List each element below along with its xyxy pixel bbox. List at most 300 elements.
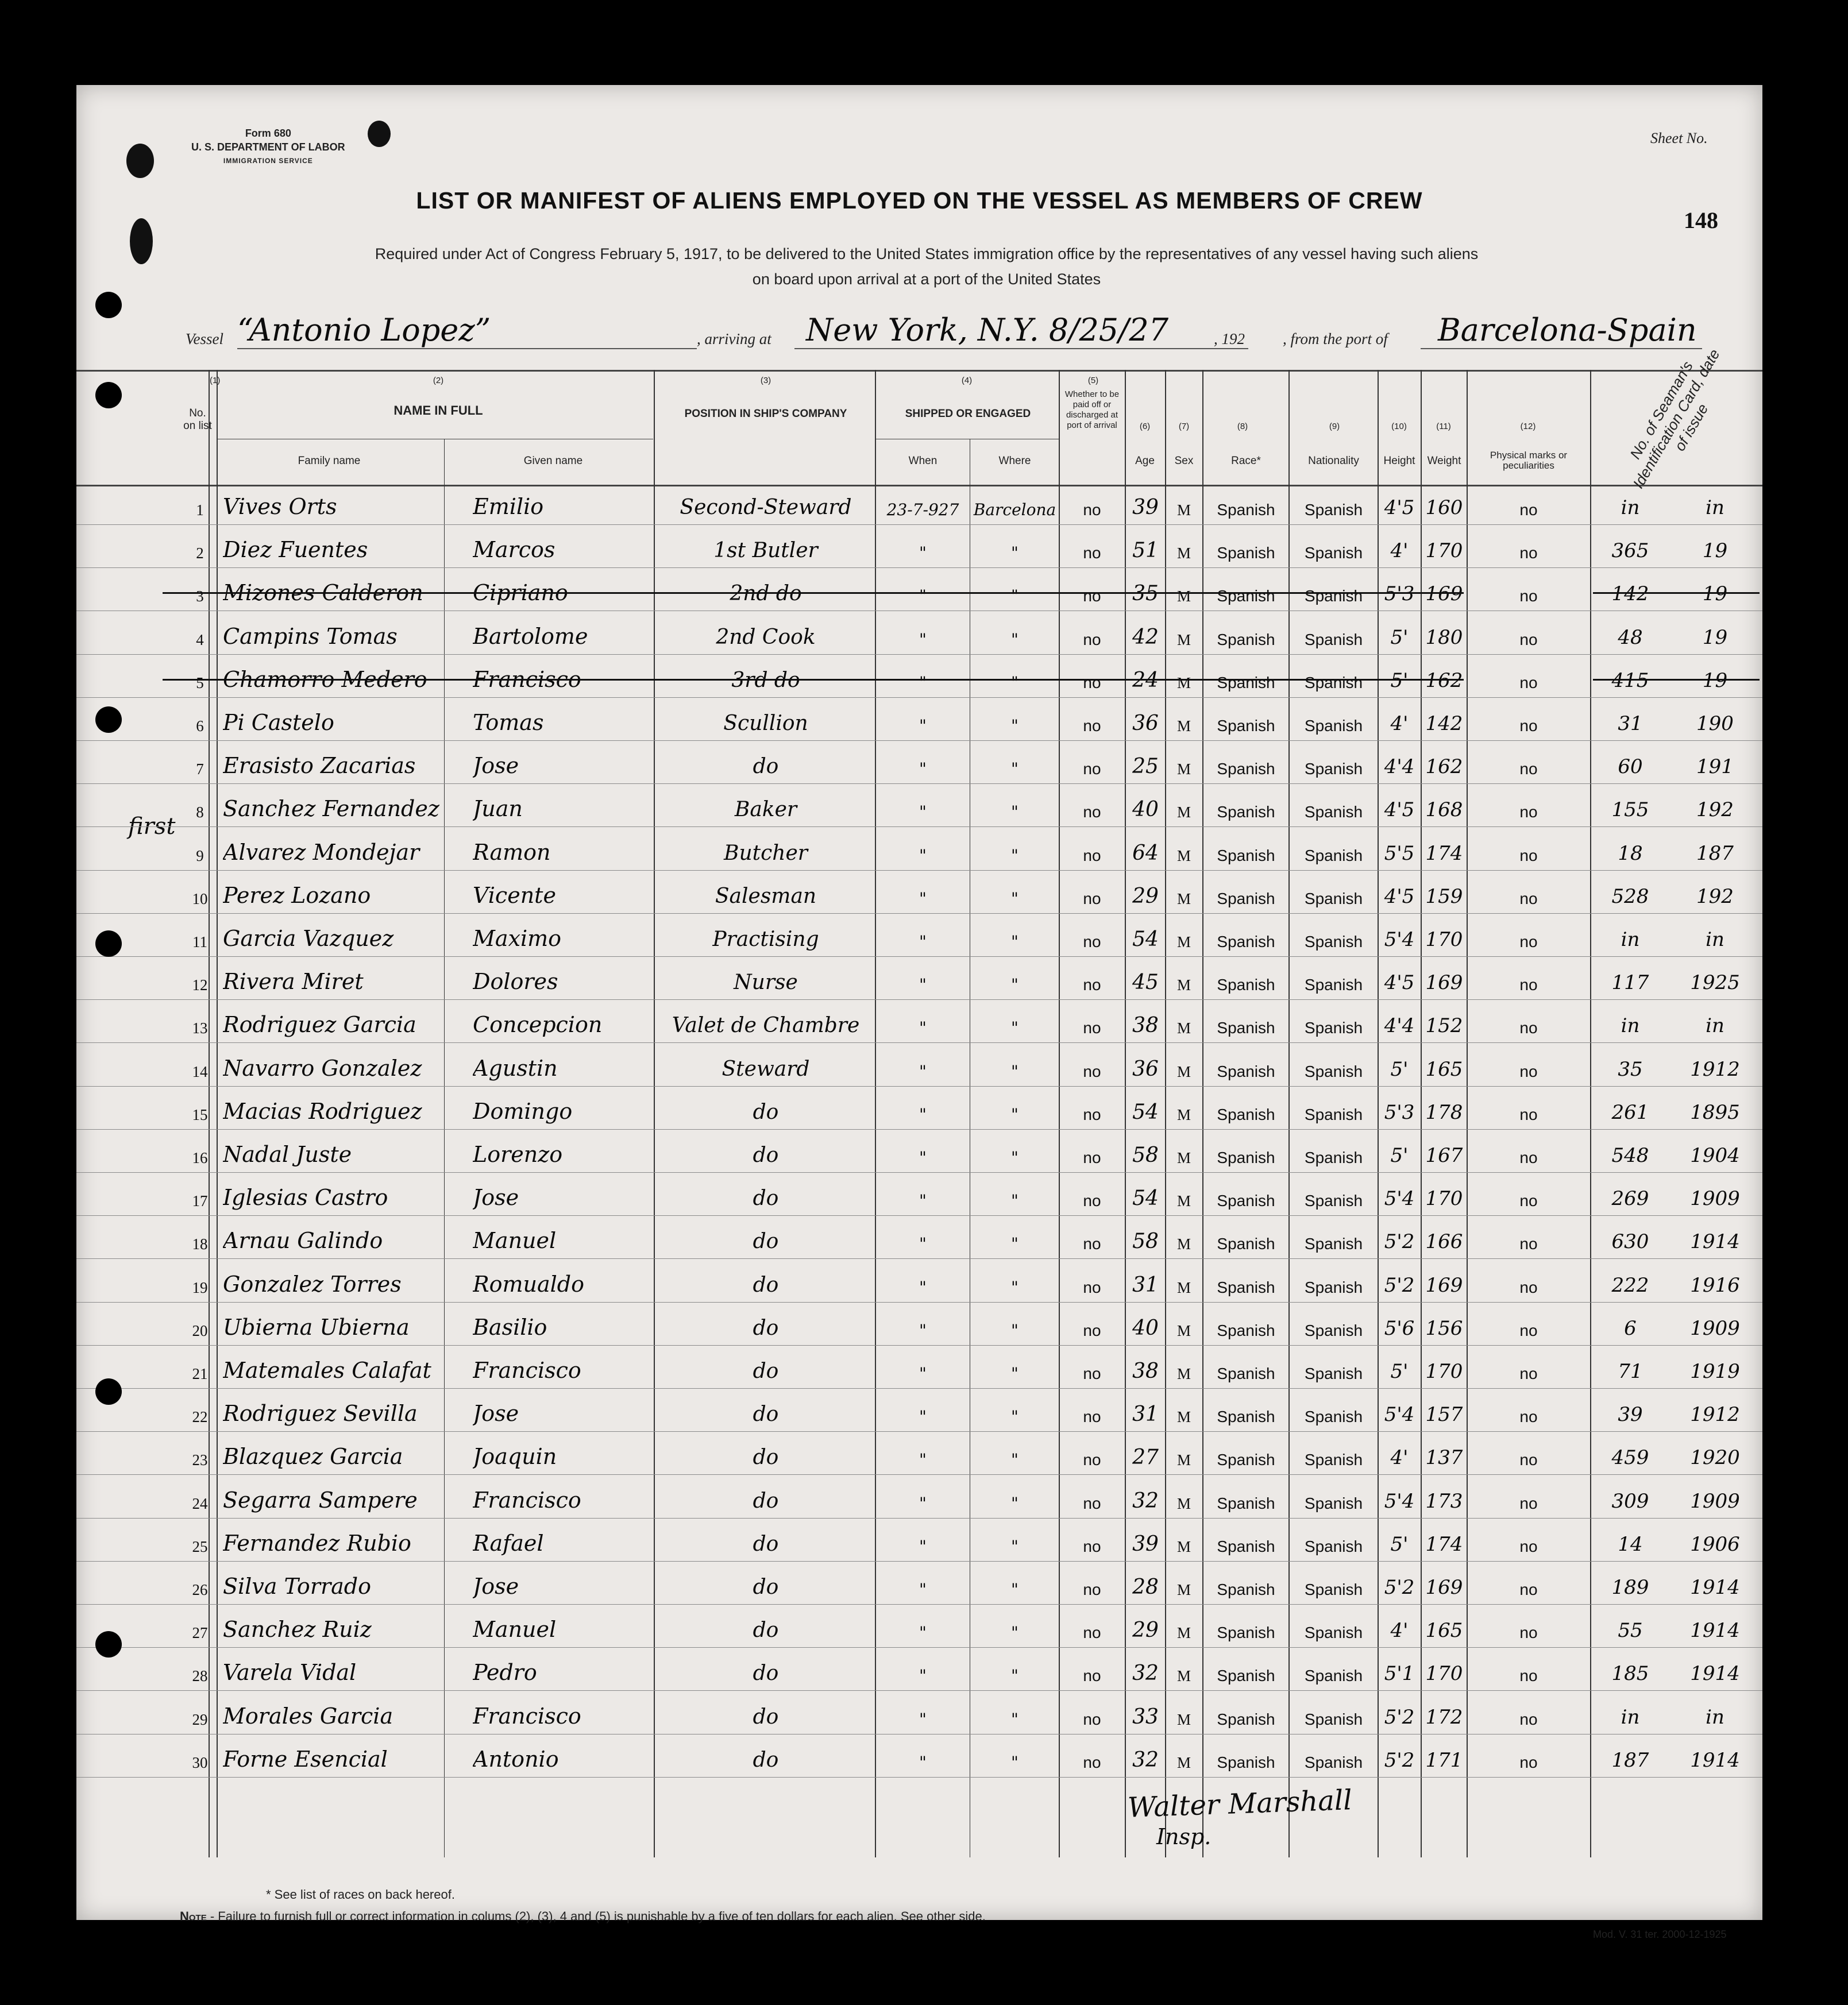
cell-race: Spanish <box>1217 976 1275 994</box>
cell-height: 4'5 <box>1384 971 1415 995</box>
cell-height: 4' <box>1390 539 1409 563</box>
cell-height: 5'2 <box>1384 1576 1415 1599</box>
cell-weight: 169 <box>1425 971 1463 995</box>
cell-where: " <box>1011 1191 1018 1211</box>
cell-weight: 171 <box>1425 1748 1463 1772</box>
cell-no: 2 <box>196 544 204 562</box>
col4b-header: Where <box>998 455 1031 467</box>
strikethrough-line <box>1593 679 1760 681</box>
table-row <box>76 1475 1762 1519</box>
cell-age: 42 <box>1132 625 1159 649</box>
table-row <box>76 1734 1762 1778</box>
cell-when: " <box>919 1580 927 1599</box>
cell-given: Manuel <box>473 1228 557 1254</box>
cell-nationality: Spanish <box>1304 1192 1363 1210</box>
table-row <box>76 871 1762 914</box>
cell-where: " <box>1011 629 1018 649</box>
cell-age: 35 <box>1132 582 1159 606</box>
cell-position: Steward <box>722 1057 810 1081</box>
cell-paid: no <box>1083 1494 1101 1512</box>
cell-where: " <box>1011 932 1018 951</box>
cell-marks: no <box>1519 889 1538 907</box>
cell-nationality: Spanish <box>1304 760 1363 778</box>
cell-marks: no <box>1519 1235 1538 1253</box>
cell-marks: no <box>1519 1365 1538 1382</box>
cell-nationality: Spanish <box>1304 1235 1363 1253</box>
cell-when: " <box>919 845 927 865</box>
table-row <box>76 525 1762 568</box>
cell-no: 1 <box>196 501 204 519</box>
strikethrough-line <box>163 679 1133 681</box>
cell-height: 4' <box>1390 1446 1409 1470</box>
cell-paid: no <box>1083 1667 1101 1685</box>
col4-header: SHIPPED OR ENGAGED <box>905 408 1031 420</box>
cell-race: Spanish <box>1217 1321 1275 1339</box>
cell-age: 33 <box>1132 1705 1159 1729</box>
penalty-note <box>180 1909 986 1924</box>
cell-race: Spanish <box>1217 1667 1275 1685</box>
cell-when: " <box>919 1061 927 1081</box>
cell-nationality: Spanish <box>1304 1408 1363 1426</box>
table-row <box>76 1130 1762 1173</box>
cell-given: Cipriano <box>473 580 568 606</box>
cell-given: Jose <box>473 753 519 779</box>
cell-position: do <box>753 1100 779 1124</box>
cell-nationality: Spanish <box>1304 1667 1363 1685</box>
col10-header: Height <box>1383 455 1415 467</box>
cell-where: " <box>1011 888 1018 908</box>
cell-sex: M <box>1176 1494 1191 1512</box>
col11-number: (11) <box>1436 422 1451 431</box>
cell-nationality: Spanish <box>1304 1321 1363 1339</box>
col12-header: Physical marks or peculiarities <box>1490 450 1568 471</box>
strikethrough-line <box>1593 592 1760 594</box>
cell-height: 5'5 <box>1384 841 1415 865</box>
cell-family: Sanchez Ruiz <box>223 1617 372 1643</box>
punch-hole <box>95 382 122 408</box>
cell-weight: 170 <box>1425 1187 1463 1211</box>
col8-number: (8) <box>1237 422 1248 431</box>
cell-height: 4'4 <box>1384 1014 1415 1038</box>
cell-race: Spanish <box>1217 1581 1275 1598</box>
cell-where: " <box>1011 759 1018 779</box>
arriving-port: New York, N.Y. 8/25/27 <box>806 312 1169 348</box>
cell-year: 1914 <box>1690 1619 1740 1643</box>
cell-nationality: Spanish <box>1304 1624 1363 1642</box>
table-row <box>76 482 1762 525</box>
cell-sex: M <box>1176 631 1191 648</box>
cell-position: do <box>753 1230 779 1254</box>
table-row <box>76 1389 1762 1432</box>
cell-nationality: Spanish <box>1304 976 1363 994</box>
cell-sex: M <box>1176 1322 1191 1339</box>
cell-no: 3 <box>196 588 204 605</box>
col13-header: No. of Seaman's Identification Card, date of issue <box>1626 346 1723 492</box>
cell-when: " <box>919 1709 927 1729</box>
cell-age: 58 <box>1132 1143 1159 1167</box>
cell-sex: M <box>1176 847 1191 864</box>
cell-age: 45 <box>1132 971 1159 995</box>
cell-marks: no <box>1519 1019 1538 1037</box>
cell-no: 18 <box>192 1235 208 1253</box>
cell-when: " <box>919 1277 927 1297</box>
cell-given: Joaquin <box>473 1444 557 1470</box>
cell-race: Spanish <box>1217 803 1275 821</box>
cell-sex: M <box>1176 674 1191 691</box>
cell-given: Francisco <box>473 1358 581 1383</box>
cell-paid: no <box>1083 1062 1101 1080</box>
cell-paid: no <box>1083 976 1101 994</box>
cell-position: Second-Steward <box>680 496 852 519</box>
cell-given: Maximo <box>473 926 562 951</box>
cell-weight: 174 <box>1425 841 1463 865</box>
cell-weight: 162 <box>1425 669 1463 692</box>
cell-weight: 137 <box>1425 1446 1463 1470</box>
cell-height: 5' <box>1390 1144 1409 1167</box>
cell-position: do <box>753 1359 779 1383</box>
col9-header: Nationality <box>1308 455 1359 467</box>
cell-age: 27 <box>1132 1446 1159 1470</box>
cell-family: Alvarez Mondejar <box>223 839 420 865</box>
cell-year: 1912 <box>1690 1057 1740 1081</box>
cell-position: do <box>753 1489 779 1513</box>
cell-height: 5'4 <box>1384 1403 1415 1427</box>
cell-year: in <box>1706 1014 1724 1038</box>
cell-family: Morales Garcia <box>223 1703 393 1729</box>
cell-paid: no <box>1083 889 1101 907</box>
cell-year: in <box>1706 928 1724 951</box>
cell-nationality: Spanish <box>1304 544 1363 562</box>
cell-no: 4 <box>196 631 204 648</box>
cell-age: 51 <box>1132 539 1159 563</box>
cell-given: Vicente <box>473 882 556 908</box>
cell-given: Jose <box>473 1401 519 1427</box>
cell-card: 14 <box>1618 1532 1643 1556</box>
cell-race: Spanish <box>1217 1710 1275 1728</box>
cell-family: Segarra Sampere <box>223 1487 418 1513</box>
cell-card: 55 <box>1618 1619 1643 1643</box>
cell-paid: no <box>1083 717 1101 735</box>
cell-marks: no <box>1519 1667 1538 1685</box>
cell-paid: no <box>1083 1235 1101 1253</box>
cell-race: Spanish <box>1217 501 1275 519</box>
cell-family: Macias Rodriguez <box>223 1098 422 1124</box>
cell-marks: no <box>1519 1192 1538 1210</box>
cell-year: 1912 <box>1690 1403 1740 1427</box>
cell-given: Manuel <box>473 1617 557 1643</box>
cell-when: " <box>919 1148 927 1167</box>
cell-family: Varela Vidal <box>223 1660 357 1686</box>
col2b-header: Given name <box>523 455 583 467</box>
cell-height: 5' <box>1390 1532 1409 1556</box>
cell-race: Spanish <box>1217 1365 1275 1382</box>
cell-position: 2nd do <box>730 582 802 606</box>
cell-sex: M <box>1176 1063 1191 1080</box>
cell-no: 24 <box>192 1494 208 1512</box>
cell-paid: no <box>1083 587 1101 605</box>
cell-year: 19 <box>1702 582 1728 606</box>
ink-smudge <box>126 144 154 178</box>
cell-year: 19 <box>1702 669 1728 692</box>
col10-number: (10) <box>1391 422 1407 431</box>
form-revision: Mod. V. 31 ter. 2000-12-1925 <box>1593 1929 1727 1940</box>
cell-year: 1906 <box>1690 1532 1740 1556</box>
cell-no: 8 <box>196 803 204 821</box>
table-row <box>76 1044 1762 1087</box>
cell-year: 190 <box>1696 712 1734 735</box>
cell-given: Bartolome <box>473 623 588 649</box>
cell-where: " <box>1011 1148 1018 1167</box>
cell-card: 31 <box>1618 712 1643 735</box>
cell-age: 58 <box>1132 1230 1159 1254</box>
cell-height: 5' <box>1390 669 1409 692</box>
col4-number: (4) <box>961 376 973 385</box>
cell-height: 4'4 <box>1384 755 1415 779</box>
cell-no: 20 <box>192 1322 208 1339</box>
cell-position: do <box>753 1446 779 1470</box>
col11-header: Weight <box>1427 455 1461 467</box>
cell-age: 40 <box>1132 1316 1159 1340</box>
cell-when: " <box>919 1104 927 1124</box>
cell-height: 4' <box>1390 712 1409 735</box>
cell-given: Agustin <box>473 1055 558 1081</box>
vessel-name: “Antonio Lopez” <box>237 312 491 348</box>
cell-marks: no <box>1519 501 1538 519</box>
cell-height: 5'2 <box>1384 1230 1415 1254</box>
table-row <box>76 741 1762 784</box>
cell-sex: M <box>1176 717 1191 735</box>
cell-weight: 169 <box>1425 582 1463 606</box>
cell-sex: M <box>1176 1451 1191 1469</box>
col2-number: (2) <box>433 376 444 385</box>
cell-height: 5' <box>1390 1360 1409 1383</box>
cell-card: 630 <box>1611 1230 1649 1254</box>
cell-weight: 170 <box>1425 1360 1463 1383</box>
cell-given: Ramon <box>473 839 551 865</box>
cell-given: Antonio <box>473 1746 559 1772</box>
cell-given: Concepcion <box>473 1012 603 1038</box>
table-row <box>76 698 1762 741</box>
ink-smudge <box>130 218 153 264</box>
cell-year: 19 <box>1702 625 1728 649</box>
cell-sex: M <box>1176 1106 1191 1123</box>
table-row <box>76 1173 1762 1216</box>
cell-when: " <box>919 716 927 735</box>
cell-paid: no <box>1083 803 1101 821</box>
cell-when: " <box>919 932 927 951</box>
cell-family: Garcia Vazquez <box>223 926 394 951</box>
table-row <box>76 568 1762 611</box>
cell-given: Tomas <box>473 710 544 735</box>
cell-race: Spanish <box>1217 673 1275 691</box>
cell-weight: 159 <box>1425 884 1463 908</box>
table-row <box>76 1605 1762 1648</box>
cell-no: 17 <box>192 1192 208 1210</box>
cell-nationality: Spanish <box>1304 933 1363 951</box>
cell-age: 28 <box>1132 1575 1159 1599</box>
cell-family: Forne Esencial <box>223 1746 388 1772</box>
cell-height: 5' <box>1390 625 1409 649</box>
cell-nationality: Spanish <box>1304 1753 1363 1771</box>
manifest-sheet <box>76 85 1762 1940</box>
inspector-signature: Walter Marshall <box>1127 1784 1353 1824</box>
cell-year: 192 <box>1696 884 1734 908</box>
sheet-number-label: Sheet No. <box>1650 130 1708 146</box>
cell-sex: M <box>1176 1192 1191 1210</box>
cell-age: 38 <box>1132 1359 1159 1383</box>
cell-family: Rodriguez Sevilla <box>223 1401 418 1427</box>
cell-family: Rivera Miret <box>223 969 364 995</box>
cell-year: 1920 <box>1690 1446 1740 1470</box>
cell-height: 5'2 <box>1384 1705 1415 1729</box>
table-row <box>76 1087 1762 1130</box>
cell-marks: no <box>1519 803 1538 821</box>
cell-sex: M <box>1176 803 1191 821</box>
table-row <box>76 784 1762 827</box>
cell-given: Francisco <box>473 1487 581 1513</box>
ink-smudge <box>368 121 391 147</box>
cell-family: Chamorro Medero <box>223 666 427 692</box>
cell-where: " <box>1011 802 1018 822</box>
cell-weight: 142 <box>1425 712 1463 735</box>
cell-age: 24 <box>1132 668 1159 692</box>
cell-sex: M <box>1176 1537 1191 1555</box>
cell-card: 48 <box>1618 625 1643 649</box>
cell-race: Spanish <box>1217 1062 1275 1080</box>
cell-no: 15 <box>192 1106 208 1123</box>
requirement-line-1: Required under Act of Congress February 5, 1917, to be delivered to the United States immigration office by the representatives of any vessel having such aliens <box>375 245 1479 262</box>
cell-given: Lorenzo <box>473 1142 563 1167</box>
cell-race: Spanish <box>1217 1105 1275 1123</box>
cell-nationality: Spanish <box>1304 1149 1363 1166</box>
cell-weight: 170 <box>1425 928 1463 951</box>
cell-age: 29 <box>1132 884 1159 908</box>
col5-number: (5) <box>1087 376 1099 385</box>
cell-card: in <box>1621 1705 1640 1729</box>
cell-nationality: Spanish <box>1304 1365 1363 1382</box>
cell-when: " <box>919 802 927 822</box>
cell-no: 11 <box>192 933 207 951</box>
col2a-header: Family name <box>298 455 361 467</box>
cell-paid: no <box>1083 673 1101 691</box>
cell-height: 5'3 <box>1384 582 1415 606</box>
form-number: Form 680 <box>245 128 291 139</box>
cell-paid: no <box>1083 630 1101 648</box>
cell-sex: M <box>1176 976 1191 994</box>
cell-when: " <box>919 586 927 606</box>
cell-height: 4' <box>1390 1619 1409 1643</box>
table-row <box>76 914 1762 957</box>
cell-race: Spanish <box>1217 1019 1275 1037</box>
cell-given: Dolores <box>473 969 558 995</box>
cell-family: Navarro Gonzalez <box>223 1055 422 1081</box>
cell-no: 23 <box>192 1451 208 1469</box>
cell-given: Jose <box>473 1574 519 1599</box>
row-rule <box>76 1777 1762 1778</box>
cell-where: " <box>1011 1277 1018 1297</box>
cell-race: Spanish <box>1217 1537 1275 1555</box>
cell-paid: no <box>1083 1321 1101 1339</box>
cell-no: 19 <box>192 1278 208 1296</box>
cell-family: Sanchez Fernandez <box>223 796 439 822</box>
cell-weight: 152 <box>1425 1014 1463 1038</box>
cell-paid: no <box>1083 1192 1101 1210</box>
cell-sex: M <box>1176 544 1191 562</box>
cell-age: 39 <box>1132 1532 1159 1556</box>
cell-weight: 180 <box>1425 625 1463 649</box>
cell-height: 5'2 <box>1384 1273 1415 1297</box>
cell-card: 189 <box>1611 1576 1649 1599</box>
cell-race: Spanish <box>1217 1408 1275 1426</box>
cell-nationality: Spanish <box>1304 803 1363 821</box>
cell-position: Baker <box>734 798 797 822</box>
cell-card: in <box>1621 928 1640 951</box>
cell-when: " <box>919 1320 927 1340</box>
cell-age: 36 <box>1132 1057 1159 1081</box>
cell-no: 25 <box>192 1537 208 1555</box>
cell-position: do <box>753 1187 779 1211</box>
punch-hole <box>95 1631 122 1658</box>
cell-height: 4'5 <box>1384 798 1415 822</box>
cell-sex: M <box>1176 1667 1191 1685</box>
cell-nationality: Spanish <box>1304 1581 1363 1598</box>
cell-when: 23-7-927 <box>886 500 959 519</box>
cell-race: Spanish <box>1217 760 1275 778</box>
cell-when: " <box>919 1666 927 1686</box>
cell-race: Spanish <box>1217 1494 1275 1512</box>
cell-where: " <box>1011 1364 1018 1383</box>
cell-race: Spanish <box>1217 544 1275 562</box>
col1-header: No. on list <box>183 407 212 432</box>
col1-number: (1) <box>210 376 221 385</box>
legal-requirement <box>272 241 1581 292</box>
col6-header: Age <box>1135 455 1155 467</box>
cell-given: Emilio <box>473 494 544 519</box>
col6-number: (6) <box>1139 422 1151 431</box>
cell-family: Blazquez Garcia <box>223 1444 403 1470</box>
cell-age: 31 <box>1132 1403 1159 1427</box>
cell-card: 185 <box>1611 1662 1649 1686</box>
cell-marks: no <box>1519 1451 1538 1469</box>
cell-card: 222 <box>1611 1273 1649 1297</box>
cell-when: " <box>919 1364 927 1383</box>
cell-sex: M <box>1176 1365 1191 1382</box>
cell-when: " <box>919 1407 927 1427</box>
cell-weight: 165 <box>1425 1619 1463 1643</box>
cell-nationality: Spanish <box>1304 630 1363 648</box>
col12-number: (12) <box>1520 422 1536 431</box>
cell-nationality: Spanish <box>1304 889 1363 907</box>
table-row <box>76 1691 1762 1734</box>
cell-race: Spanish <box>1217 846 1275 864</box>
cell-paid: no <box>1083 1753 1101 1771</box>
punch-hole <box>95 1378 122 1405</box>
cell-position: do <box>753 1748 779 1772</box>
cell-paid: no <box>1083 846 1101 864</box>
cell-no: 21 <box>192 1365 208 1382</box>
cell-no: 29 <box>192 1710 208 1728</box>
cell-weight: 157 <box>1425 1403 1463 1427</box>
cell-family: Vives Orts <box>223 494 337 519</box>
cell-year: 1909 <box>1690 1316 1740 1340</box>
punch-hole <box>95 930 122 957</box>
cell-weight: 168 <box>1425 798 1463 822</box>
cell-weight: 162 <box>1425 755 1463 779</box>
cell-card: 528 <box>1611 884 1649 908</box>
cell-position: do <box>753 1575 779 1599</box>
cell-where: " <box>1011 1104 1018 1124</box>
cell-position: do <box>753 1403 779 1427</box>
